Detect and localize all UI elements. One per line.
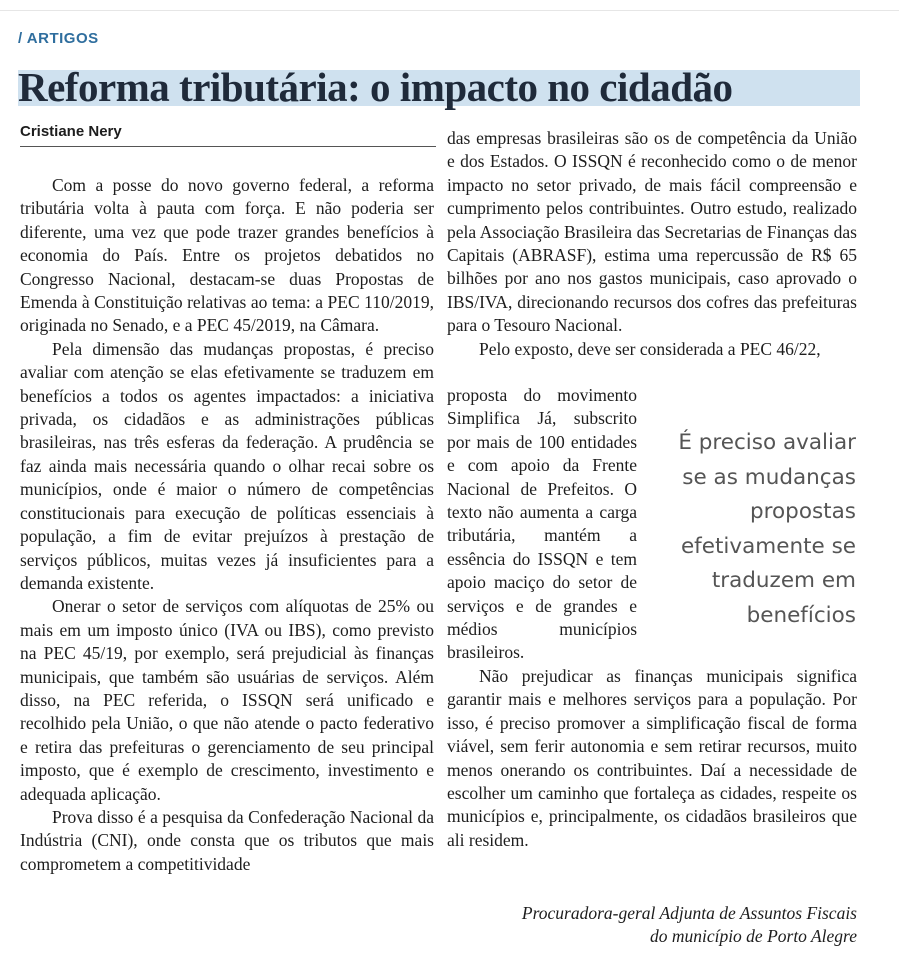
author-signature (447, 902, 857, 948)
paragraph: Pelo exposto, deve ser considerada a PEC 46/22, (479, 338, 821, 359)
paragraph: Onerar o setor de serviços com alíquotas de 25% ou mais em um imposto único (IVA ou IBS), como previsto na PEC 45/19, por exemplo, será prejudicial às finanças municipais, que também são usuárias de serviços. Além disso, na PEC referida, o ISSQN será unificado e recolhido pela União, o que não atende o pacto federativo e retira das prefeituras o gerenciamento de seu principal imposto, que é exemplo de crescimento, investimento e adequada aplicação. (20, 596, 434, 804)
pull-quote: É preciso avaliar se as mudanças propostas efetivamente se traduzem em benefícios (678, 430, 856, 628)
paragraph: Pela dimensão das mudanças propostas, é preciso avaliar com atenção se elas efetivamente se traduzem em benefícios a todos os agentes impactados: a iniciativa privada, os cidadãos e as administrações públicas brasileiras, nas três esferas da federação. A prudência se faz ainda mais necessária quando o olhar recai sobre os municípios, onde é maior o número de competências constitucionais para execução de políticas essenciais à população, a fim de evitar prejuízos à prestação de serviços públicos, muitas vezes já insuficientes para a demanda existente. (20, 338, 434, 593)
paragraph: das empresas brasileiras são os de competência da União e dos Estados. O ISSQN é reconhecido como o de menor impacto no setor privado, de mais fácil compreensão e cumprimento pelos contribuintes. Outro estudo, realizado pela Associação Brasileira das Secretarias de Finanças das Capitais (ABRASF), estima uma repercussão de R$ 65 bilhões por ano nos gastos municipais, caso aprovado o IBS/IVA, direcionando recursos dos cofres das prefeituras para o Tesouro Nacional. (447, 128, 857, 336)
article-column-right-bottom (447, 665, 857, 852)
signature-organization: do município de Porto Alegre (649, 926, 857, 946)
paragraph: Com a posse do novo governo federal, a reforma tributária volta à pauta com força. E não poderia ser diferente, uma vez que pode trazer grandes benefícios à economia do País. Entre os projetos debatidos no Congresso Nacional, destacam-se duas Propostas de Emenda à Constituição relativas ao tema: a PEC 110/2019, originada no Senado, e a PEC 45/2019, na Câmara. (20, 175, 434, 336)
paragraph: Não prejudicar as finanças municipais significa garantir mais e melhores serviços para a população. Por isso, é preciso promover a simplificação fiscal de forma viável, sem ferir autonomia e sem retirar recursos, muito menos onerando os contribuintes. Daí a necessidade de escolher um caminho que fortaleça as cidades, respeite os municípios e, principalmente, os cidadãos brasileiros que ali residem. (447, 666, 857, 850)
top-divider (0, 10, 899, 11)
article-headline: Reforma tributária: o impacto no cidadão (18, 64, 733, 110)
article-column-right-top (447, 127, 857, 361)
author-name: Cristiane Nery (20, 123, 122, 140)
section-label: / ARTIGOS (18, 30, 99, 47)
article-column-left (20, 174, 434, 876)
signature-title: Procuradora-geral Adjunta de Assuntos Fiscais (521, 903, 857, 923)
article-column-right-narrow (447, 384, 637, 665)
paragraph: Prova disso é a pesquisa da Confederação Nacional da Indústria (CNI), onde consta que os tributos que mais comprometem a competitividade (20, 806, 434, 874)
author-divider (20, 146, 436, 147)
paragraph: proposta do movimento Simplifica Já, subscrito por mais de 100 entidades e com apoio da Frente Nacional de Prefeitos. O texto não aumenta a carga tributária, mantém a essência do ISSQN e tem apoio maciço do setor de serviços e de grandes e médios municípios brasileiros. (447, 385, 637, 663)
